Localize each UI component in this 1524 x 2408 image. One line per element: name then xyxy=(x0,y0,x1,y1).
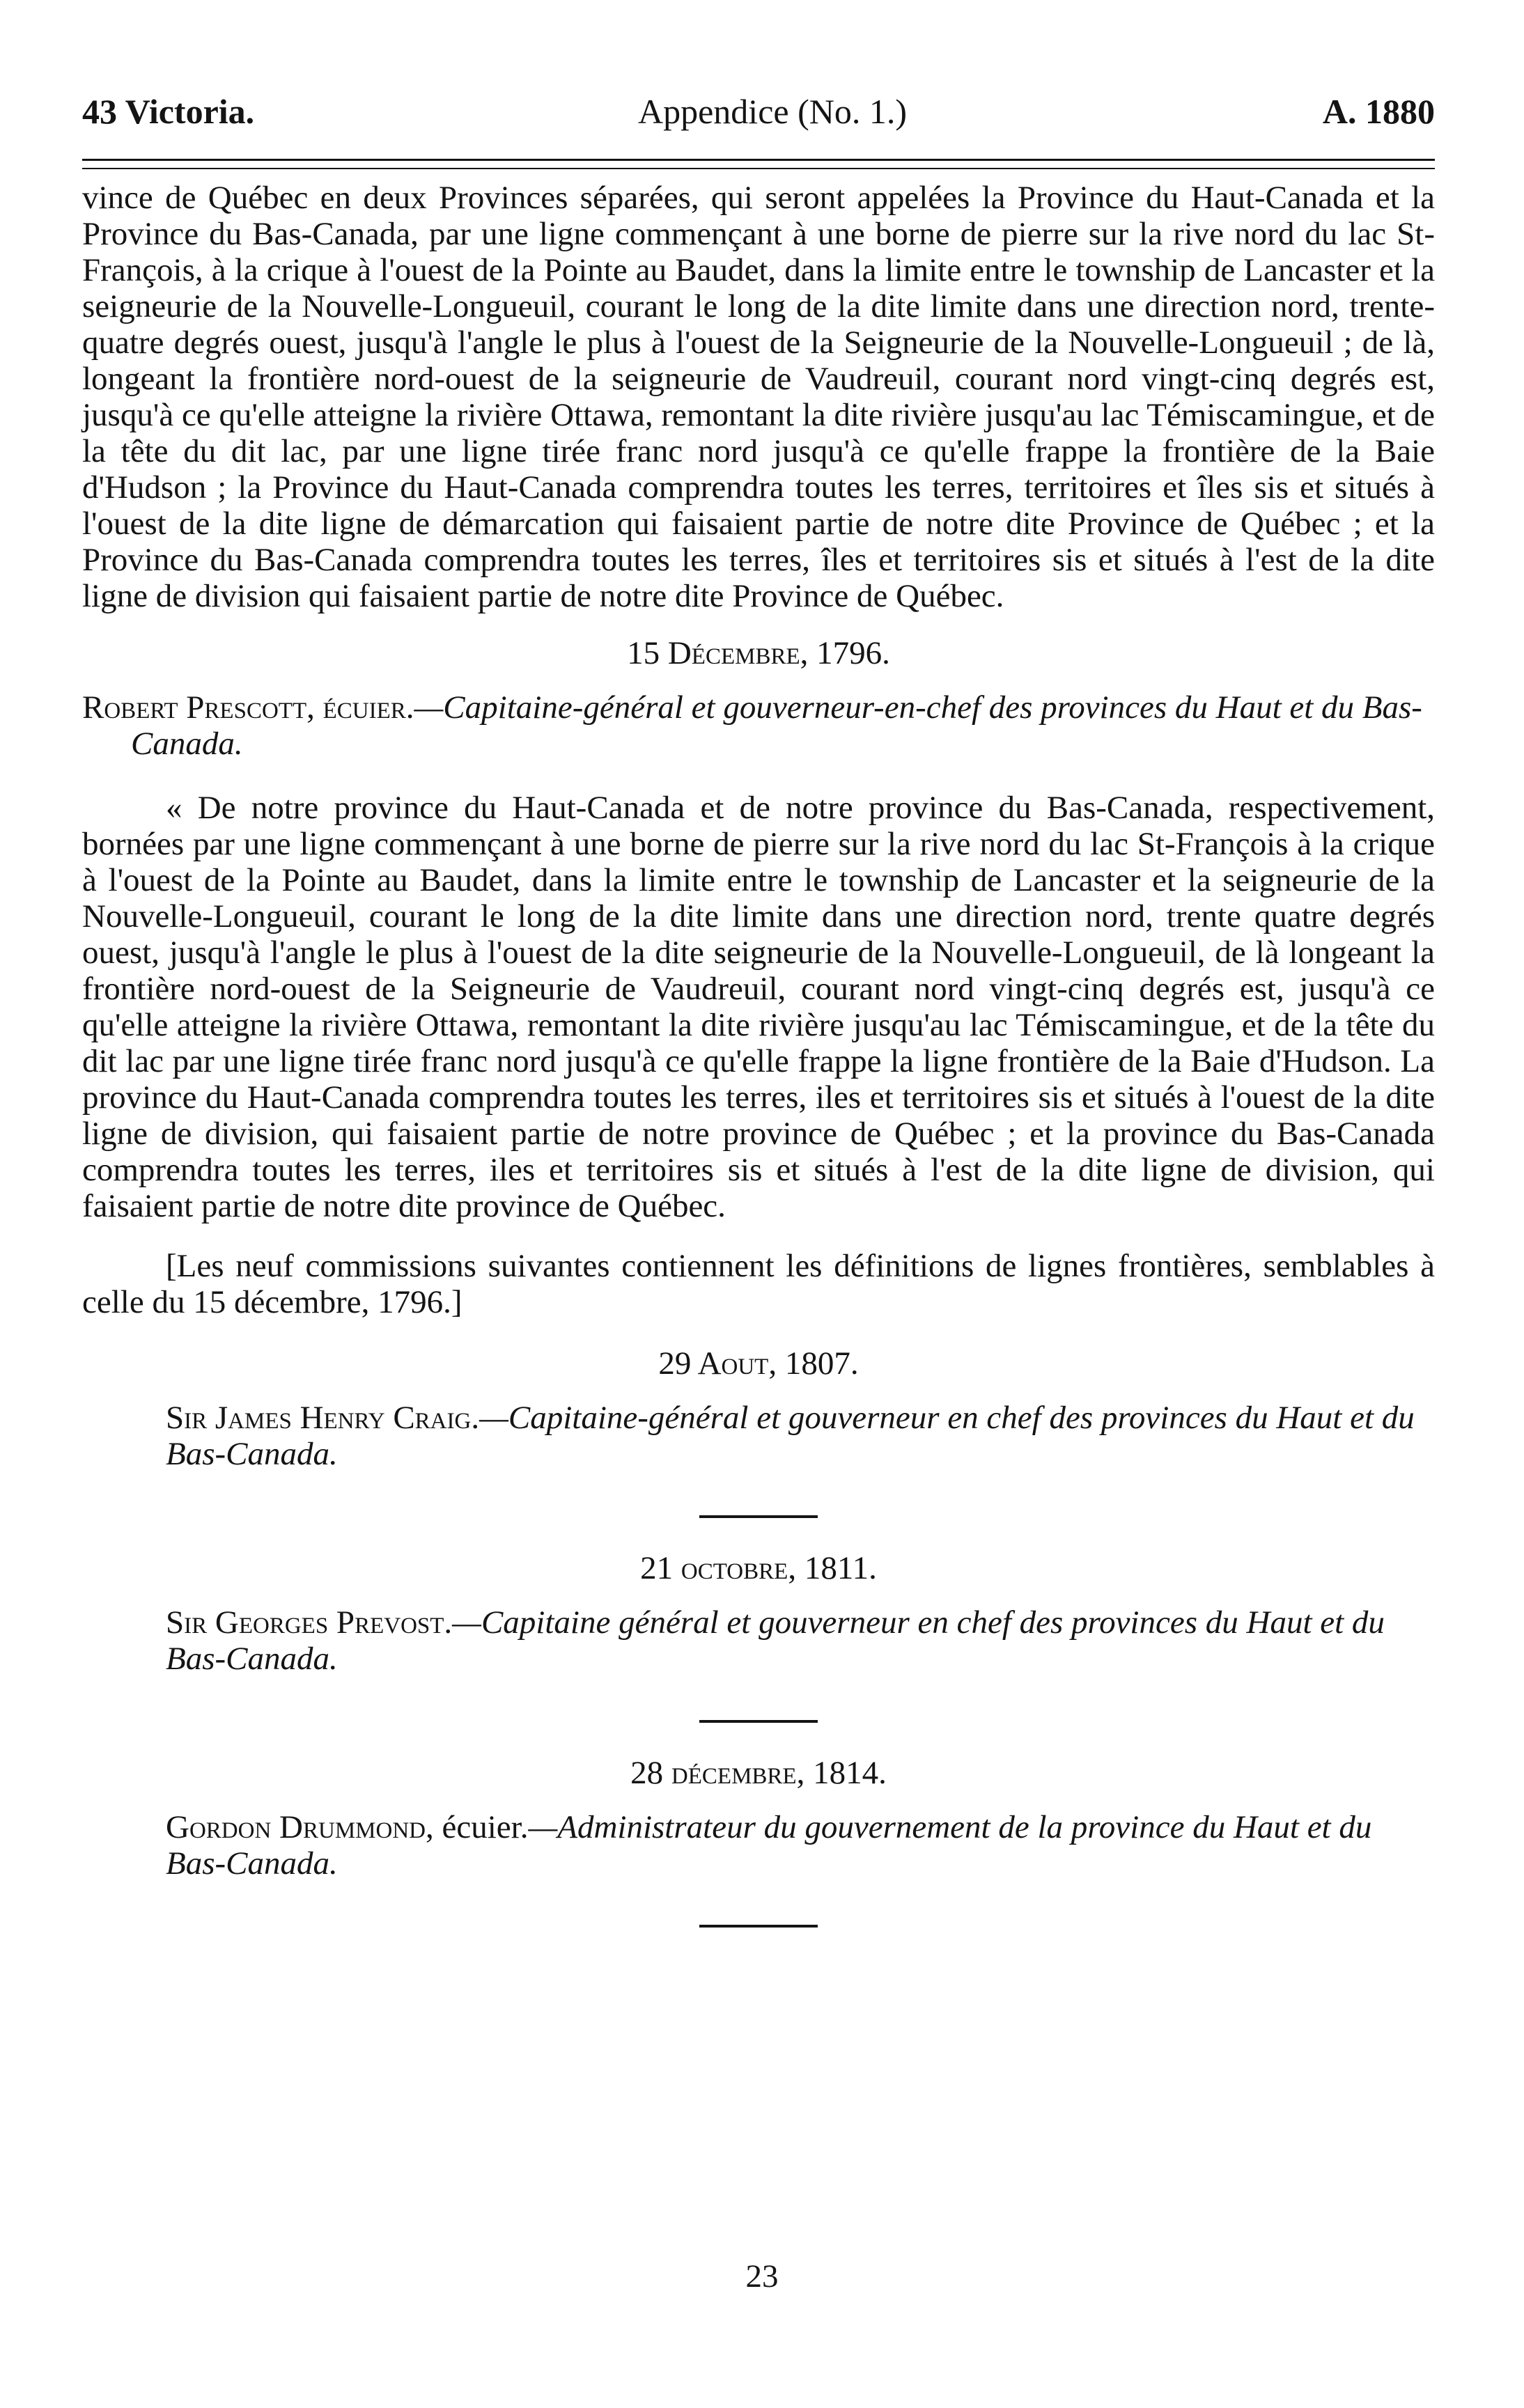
date-heading-1814: 28 décembre, 1814. xyxy=(630,1755,887,1791)
section-separator xyxy=(699,1720,818,1723)
quoted-commission-text: « De notre province du Haut-Canada et de notre province du Bas-Canada, respectivement, bornées par une ligne commençant à une borne de pierre sur la rive nord du lac St-François à la crique à l'ouest de la Pointe au Baudet, dans la limite entre le township de Lancaster et la seigneurie de la Nouvelle-Longueuil, courant le long de la dite limite dans une direction nord, trente quatre degrés ouest, jusqu'à l'angle le plus à l'ouest de la dite seigneurie de la Nouvelle-Longueuil, de là longeant la frontière nord-ouest de la Seigneurie de Vaudreuil, courant nord vingt-cinq degrés est, jusqu'à ce qu'elle atteigne la rivière Ottawa, remontant la dite rivière jusqu'au lac Témiscamingue, et de la tête du dit lac par une ligne tirée franc nord jusqu'à ce qu'elle frappe la ligne frontière de la Baie d'Hudson. La province du Haut-Canada comprendra toutes les terres, iles et territoires sis et situés à l'ouest de la dite ligne de division, qui faisaient partie de notre province de Québec ; et la province du Bas-Canada comprendra toutes les terres, iles et territoires sis et situés à l'est de la dite ligne de division, qui faisaient partie de notre dite province de Québec. xyxy=(82,790,1435,1224)
intro-paragraph: vince de Québec en deux Provinces séparées, qui seront appelées la Province du Haut-Canada et la Province du Bas-Canada, par une ligne commençant à une borne de pierre sur la rive nord du lac St-François, à la crique à l'ouest de la Pointe au Baudet, dans la limite entre le township de Lancaster et la seigneurie de la Nouvelle-Longueuil, courant le long de la dite limite dans une direction nord, trente-quatre degrés ouest, jusqu'à l'angle le plus à l'ouest de la Seigneurie de la Nouvelle-Longueuil ; de là, longeant la frontière nord-ouest de la seigneurie de Vaudreuil, courant nord vingt-cinq degrés est, jusqu'à ce qu'elle atteigne la rivière Ottawa, remontant la dite rivière jusqu'au lac Témiscamingue, et de la tête du dit lac, par une ligne tirée franc nord jusqu'à ce qu'elle frappe la frontière de la Baie d'Hudson ; la Province du Haut-Canada comprendra toutes les terres, territoires et îles sis et situés à l'ouest de la dite ligne de démarcation qui faisaient partie de notre dite Province de Québec ; et la Province du Bas-Canada comprendra toutes les terres, îles et territoires sis et situés à l'est de la dite ligne de division qui faisaient partie de notre dite Province de Québec. xyxy=(82,180,1435,614)
commission-1811 xyxy=(82,1604,1435,1677)
date-heading-1811: 21 octobre, 1811. xyxy=(640,1550,877,1586)
commission-title: —Capitaine-général et gouverneur-en-chef des provinces du Haut et du Bas-Canada. xyxy=(131,689,1422,762)
header-volume: 43 Victoria. xyxy=(82,92,255,131)
commission-1807 xyxy=(82,1400,1435,1472)
page-number: 23 xyxy=(745,2258,779,2294)
commission-name: Gordon Drummond, xyxy=(166,1809,434,1845)
header-year: A. 1880 xyxy=(1322,92,1435,131)
commission-name: Sir James Henry Craig. xyxy=(166,1400,480,1436)
date-heading-1796: 15 Décembre, 1796. xyxy=(627,635,890,671)
commission-title: —Capitaine-général et gouverneur en chef des provinces du Haut et du Bas-Canada. xyxy=(166,1400,1415,1472)
running-header xyxy=(82,87,1435,136)
commission-title: —Capitaine général et gouverneur en chef des provinces du Haut et du Bas-Canada. xyxy=(166,1604,1385,1677)
date-heading-1807: 29 Aout, 1807. xyxy=(658,1345,859,1382)
section-separator xyxy=(699,1925,818,1928)
commission-1814 xyxy=(82,1809,1435,1882)
section-separator xyxy=(699,1515,818,1518)
commission-name: Robert Prescott, écuier. xyxy=(82,689,414,726)
header-appendix: Appendice (No. 1.) xyxy=(638,92,907,131)
page-body xyxy=(82,180,1435,1960)
commission-title: —Administrateur du gouvernement de la province du Haut et du Bas-Canada. xyxy=(166,1809,1372,1882)
editorial-note: [Les neuf commissions suivantes contiennent les définitions de lignes frontières, semblables à celle du 15 décembre, 1796.] xyxy=(82,1248,1435,1320)
commission-1796 xyxy=(82,689,1435,762)
header-rule xyxy=(82,159,1435,169)
commission-name-suffix: écuier. xyxy=(433,1809,529,1845)
commission-name: Sir Georges Prevost. xyxy=(166,1604,453,1641)
